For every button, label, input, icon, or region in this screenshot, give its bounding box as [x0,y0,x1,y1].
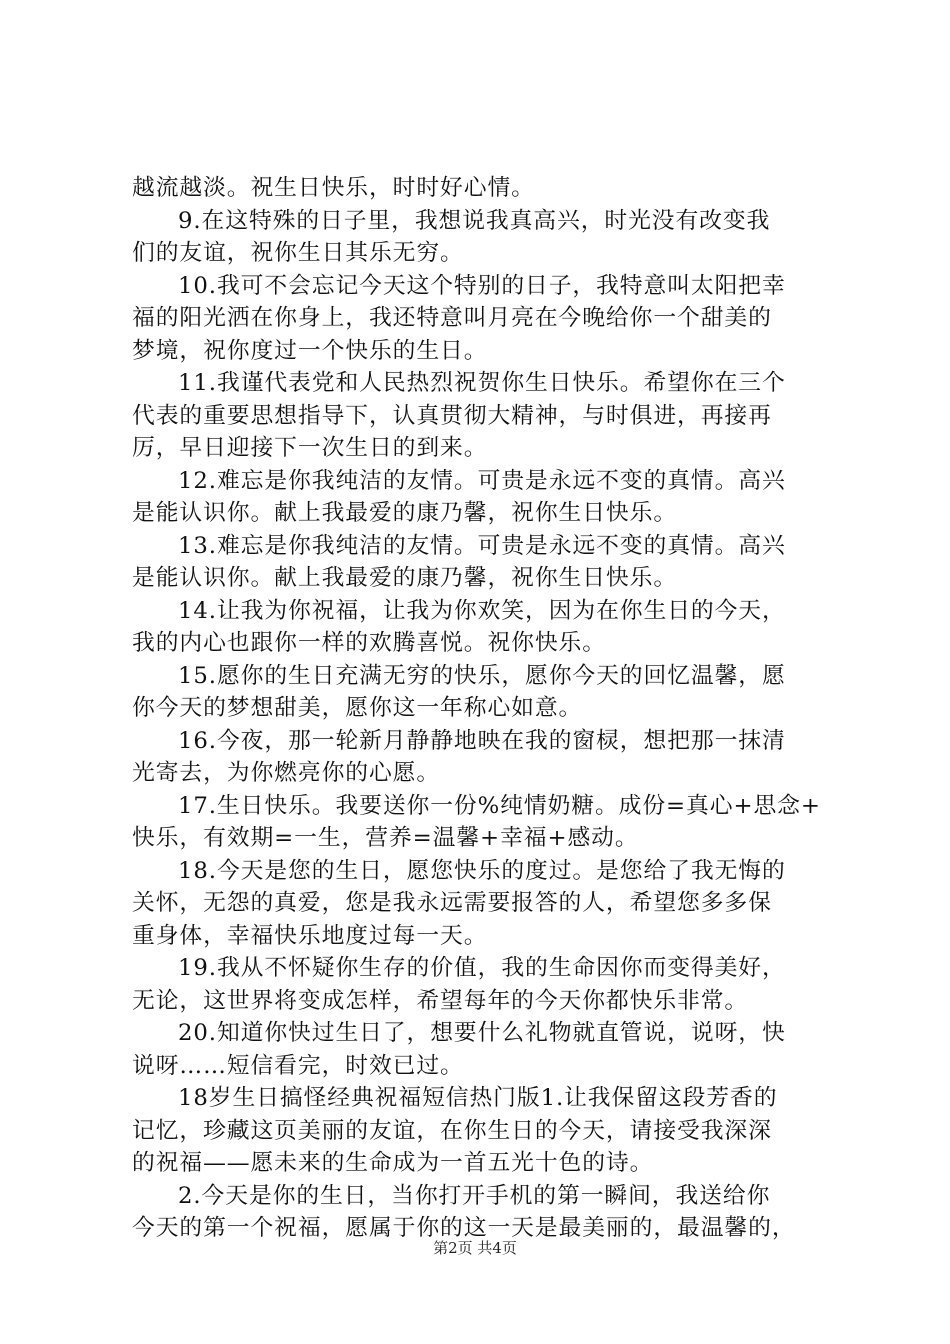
text-line: 记忆，珍藏这页美丽的友谊，在你生日的今天，请接受我深深 [132,1117,772,1144]
document-body [132,172,832,1245]
text-line: 光寄去，为你燃亮你的心愿。 [132,760,441,786]
text-line: 你今天的梦想甜美，愿你这一年称心如意。 [132,695,583,721]
text-line: 无论，这世界将变成怎样，希望每年的今天你都快乐非常。 [132,987,749,1014]
text-line: 11.我谨代表党和人民热烈祝贺你生日快乐。希望你在三个 [178,370,786,396]
text-line: 19.我从不怀疑你生存的价值，我的生命因你而变得美好， [178,955,786,981]
text-line: 18.今天是您的生日，愿您快乐的度过。是您给了我无悔的 [178,857,786,884]
text-line: 14.让我为你祝福，让我为你欢笑，因为在你生日的今天， [178,597,786,624]
text-line: 2.今天是你的生日，当你打开手机的第一瞬间，我送给你 [178,1182,771,1209]
text-line: 16.今夜，那一轮新月静静地映在我的窗棂，想把那一抹清 [178,727,786,754]
text-line: 15.愿你的生日充满无穷的快乐，愿你今天的回忆温馨，愿 [178,662,786,689]
text-line: 们的友谊，祝你生日其乐无穷。 [132,240,464,266]
text-line: 是能认识你。献上我最爱的康乃馨，祝你生日快乐。 [132,565,678,591]
text-line: 12.难忘是你我纯洁的友情。可贵是永远不变的真情。高兴 [178,467,786,494]
text-line: 今天的第一个祝福，愿属于你的这一天是最美丽的，最温馨的， [132,1215,796,1241]
text-line: 是能认识你。献上我最爱的康乃馨，祝你生日快乐。 [132,500,678,526]
text-line: 说呀……短信看完，时效已过。 [132,1052,464,1079]
text-line: 10.我可不会忘记今天这个特别的日子，我特意叫太阳把幸 [178,272,786,299]
text-line: 厉，早日迎接下一次生日的到来。 [132,435,488,461]
text-line: 我的内心也跟你一样的欢腾喜悦。祝你快乐。 [132,630,606,656]
text-line: 梦境，祝你度过一个快乐的生日。 [132,337,488,364]
text-line: 13.难忘是你我纯洁的友情。可贵是永远不变的真情。高兴 [178,532,786,559]
text-line: 20.知道你快过生日了，想要什么礼物就直管说，说呀，快 [178,1020,786,1046]
text-line: 9.在这特殊的日子里，我想说我真高兴，时光没有改变我 [178,207,771,234]
text-line: 17.生日快乐。我要送你一份%纯情奶糖。成份=真心+思念+ [178,792,821,819]
page-footer: 第2页 共4页 [433,1239,517,1257]
text-line: 关怀，无怨的真爱，您是我永远需要报答的人，希望您多多保 [132,890,772,916]
text-line: 18岁生日搞怪经典祝福短信热门版1.让我保留这段芳香的 [178,1085,778,1111]
text-line: 代表的重要思想指导下，认真贯彻大精神，与时俱进，再接再 [132,402,772,429]
text-line: 越流越淡。祝生日快乐，时时好心情。 [132,175,535,201]
text-line: 快乐，有效期=一生，营养=温馨+幸福+感动。 [132,825,639,851]
text-line: 的祝福——愿未来的生命成为一首五光十色的诗。 [132,1150,654,1176]
text-line: 重身体，幸福快乐地度过每一天。 [132,922,488,949]
text-line: 福的阳光洒在你身上，我还特意叫月亮在今晚给你一个甜美的 [132,305,772,331]
